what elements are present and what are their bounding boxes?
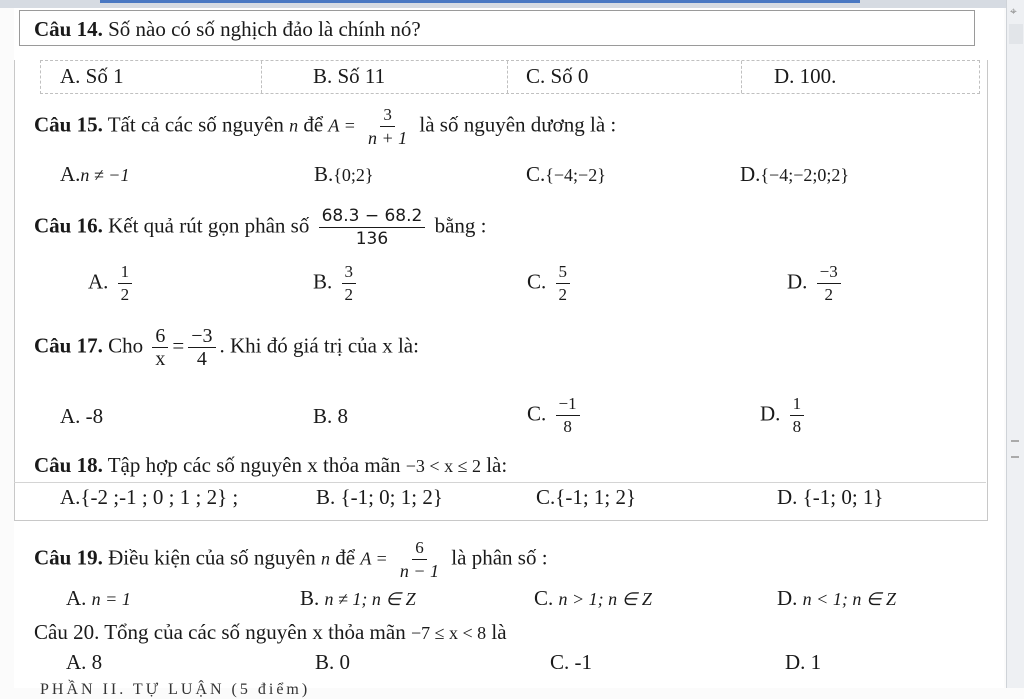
q19-option-a[interactable] — [66, 586, 131, 611]
q17-option-d[interactable] — [760, 394, 808, 437]
fraction-denominator: 8 — [792, 417, 802, 436]
question-label: Câu 19. — [34, 545, 103, 570]
fraction-numerator: 6 — [412, 538, 427, 560]
cursor-icon: ⌖ — [1010, 4, 1017, 18]
fraction-numerator: −3 — [188, 326, 215, 348]
fraction-numerator: 6 — [152, 326, 168, 348]
question-text: Số nào có số nghịch đảo là chính nó? — [108, 17, 421, 41]
row-divider — [14, 482, 986, 483]
option-letter: D. — [760, 401, 781, 426]
option-value: {-1; 0; 1} — [802, 485, 884, 509]
fraction-numerator: −3 — [817, 262, 841, 284]
fraction-denominator: 4 — [196, 348, 207, 370]
question-14-options-grid — [40, 60, 980, 94]
condition: −3 < x ≤ 2 — [405, 456, 481, 476]
q18-option-d[interactable] — [777, 485, 884, 509]
option-value: -8 — [85, 404, 104, 428]
option-value: 8 — [337, 404, 349, 428]
option-value: n < 1; n ∈ Z — [802, 589, 897, 609]
equals-sign: = — [172, 333, 185, 358]
option-letter: D. — [777, 586, 798, 610]
expression-lhs: A = — [360, 548, 388, 569]
fraction-numerator: 1 — [118, 262, 133, 284]
fraction-denominator: x — [155, 348, 166, 370]
option-letter: D. — [787, 269, 808, 294]
q19-option-d[interactable] — [777, 586, 896, 611]
scroll-up-button[interactable] — [1009, 24, 1023, 44]
q17-option-a[interactable] — [60, 404, 103, 428]
question-18 — [34, 453, 507, 478]
question-text: là phân số : — [451, 545, 548, 570]
question-text: Tổng của các số nguyên x thỏa mãn — [104, 620, 406, 644]
option-letter: B. — [313, 269, 333, 294]
question-20 — [34, 620, 507, 645]
q16-option-a[interactable] — [88, 262, 136, 305]
option-letter: A. — [60, 485, 81, 509]
question-text: là số nguyên dương là : — [419, 112, 617, 137]
question-17 — [34, 326, 419, 369]
option-fraction — [556, 394, 580, 437]
q18-option-b[interactable] — [316, 485, 443, 509]
option-value: {-1; 0; 1; 2} — [340, 485, 443, 509]
question-text: Điều kiện của số nguyên — [108, 545, 316, 570]
question-label: Câu 17. — [34, 333, 103, 358]
grid-separator — [741, 61, 742, 93]
fraction-denominator: n − 1 — [399, 561, 440, 581]
option-letter: D. — [777, 485, 798, 509]
option-letter: B. — [314, 162, 334, 186]
option-fraction — [556, 262, 571, 305]
ribbon-accent — [100, 0, 860, 3]
fraction-numerator: −1 — [556, 394, 580, 416]
question-text: là: — [486, 453, 508, 477]
q18-option-c[interactable] — [536, 485, 636, 509]
option-value: {0;2} — [333, 165, 374, 185]
fraction-denominator: 2 — [344, 285, 354, 304]
expression-lhs: A = — [328, 115, 356, 136]
q19-option-c[interactable] — [534, 586, 652, 611]
question-text: Tất cả các số nguyên — [107, 112, 284, 137]
question-text: Cho — [108, 333, 144, 358]
q16-option-d[interactable] — [787, 262, 845, 305]
q17-option-c[interactable] — [527, 394, 584, 437]
question-text: để — [303, 112, 324, 137]
q15-option-b[interactable] — [314, 162, 374, 187]
option-fraction — [342, 262, 357, 305]
variable: n — [320, 548, 330, 569]
option-letter: B. — [313, 404, 333, 428]
option-letter: A. — [66, 586, 87, 610]
q19-option-b[interactable] — [300, 586, 416, 611]
grid-separator — [261, 61, 262, 93]
q16-option-b[interactable] — [313, 262, 360, 305]
question-label: Câu 18. — [34, 453, 103, 477]
q20-option-d[interactable]: D. 1 — [785, 650, 822, 674]
question-text: để — [335, 545, 356, 570]
question-15 — [34, 105, 616, 148]
q15-option-a[interactable] — [60, 162, 129, 187]
question-text: Kết quả rút gọn phân số — [108, 213, 310, 238]
question-text: . Khi đó giá trị của x là: — [219, 333, 419, 358]
question-text: bằng : — [434, 213, 487, 238]
question-14 — [34, 17, 421, 41]
fraction-denominator: 8 — [563, 417, 572, 436]
question-text: là — [491, 620, 507, 644]
option-value: {−4;−2} — [545, 165, 606, 185]
q16-option-c[interactable] — [527, 262, 574, 305]
option-letter: C. — [526, 162, 546, 186]
option-letter: C. — [527, 269, 547, 294]
question-text: Tập hợp các số nguyên x thỏa mãn — [107, 453, 401, 477]
q18-option-a[interactable] — [60, 485, 238, 509]
q17-option-b[interactable] — [313, 404, 348, 428]
q14-option-b[interactable]: B. Số 11 — [313, 64, 386, 88]
option-letter: B. — [300, 586, 320, 610]
option-value: {-2 ;-1 ; 0 ; 1 ; 2} ; — [80, 485, 239, 509]
option-letter: D. — [740, 162, 761, 186]
fraction-denominator: 136 — [355, 229, 389, 249]
q14-option-a[interactable]: A. Số 1 — [60, 64, 124, 88]
section-heading-partial: PHẦN II. TỰ LUẬN (5 điểm) — [40, 681, 311, 698]
option-value: {-1; 1; 2} — [555, 485, 637, 509]
option-fraction — [817, 262, 841, 305]
option-letter: A. — [88, 269, 109, 294]
option-letter: A. — [60, 404, 81, 428]
fraction — [397, 538, 442, 581]
option-value: n > 1; n ∈ Z — [558, 589, 652, 609]
question-label: Câu 15. — [34, 112, 103, 137]
fraction-numerator: 1 — [790, 394, 805, 416]
option-value: n = 1 — [91, 589, 131, 609]
fraction — [365, 105, 410, 148]
q14-option-d[interactable]: D. 100. — [774, 64, 837, 88]
fraction-right — [188, 326, 215, 369]
question-16 — [34, 206, 487, 249]
question-label: Câu 16. — [34, 213, 103, 238]
q15-option-c[interactable] — [526, 162, 606, 187]
option-letter: C. — [536, 485, 556, 509]
fraction-denominator: 2 — [558, 285, 568, 304]
option-letter: C. — [534, 586, 554, 610]
question-label: Câu 20. — [34, 620, 100, 644]
option-value: n ≠ 1; n ∈ Z — [324, 589, 416, 609]
fraction-left — [152, 326, 168, 369]
window-top-strip — [0, 0, 1024, 8]
option-value: {−4;−2;0;2} — [760, 165, 850, 185]
question-label: Câu 14. — [34, 17, 103, 41]
fraction-numerator: 5 — [556, 262, 571, 284]
q20-option-b[interactable]: B. 0 — [315, 650, 351, 674]
q20-option-c[interactable]: C. -1 — [550, 650, 592, 674]
fraction-denominator: n + 1 — [367, 128, 408, 148]
fraction-denominator: 2 — [824, 285, 833, 304]
condition: −7 ≤ x < 8 — [410, 623, 487, 643]
vertical-scrollbar[interactable] — [1006, 0, 1024, 688]
fraction-numerator: 3 — [380, 105, 395, 127]
fraction-numerator: 3 — [342, 262, 357, 284]
q20-option-a[interactable]: A. 8 — [66, 650, 103, 674]
option-value: n ≠ −1 — [80, 165, 130, 185]
fraction — [319, 206, 426, 249]
question-19 — [34, 538, 548, 581]
scroll-grip-icon[interactable] — [1011, 440, 1019, 458]
option-letter: C. — [527, 401, 547, 426]
fraction-denominator: 2 — [120, 285, 130, 304]
q15-option-d[interactable] — [740, 162, 849, 187]
q14-option-c[interactable]: C. Số 0 — [526, 64, 589, 88]
variable: n — [289, 115, 299, 136]
fraction-numerator: 68.3 − 68.2 — [319, 206, 426, 228]
grid-separator — [507, 61, 508, 93]
option-fraction — [118, 262, 133, 305]
option-letter: A. — [60, 162, 81, 186]
option-fraction — [790, 394, 805, 437]
option-letter: B. — [316, 485, 336, 509]
